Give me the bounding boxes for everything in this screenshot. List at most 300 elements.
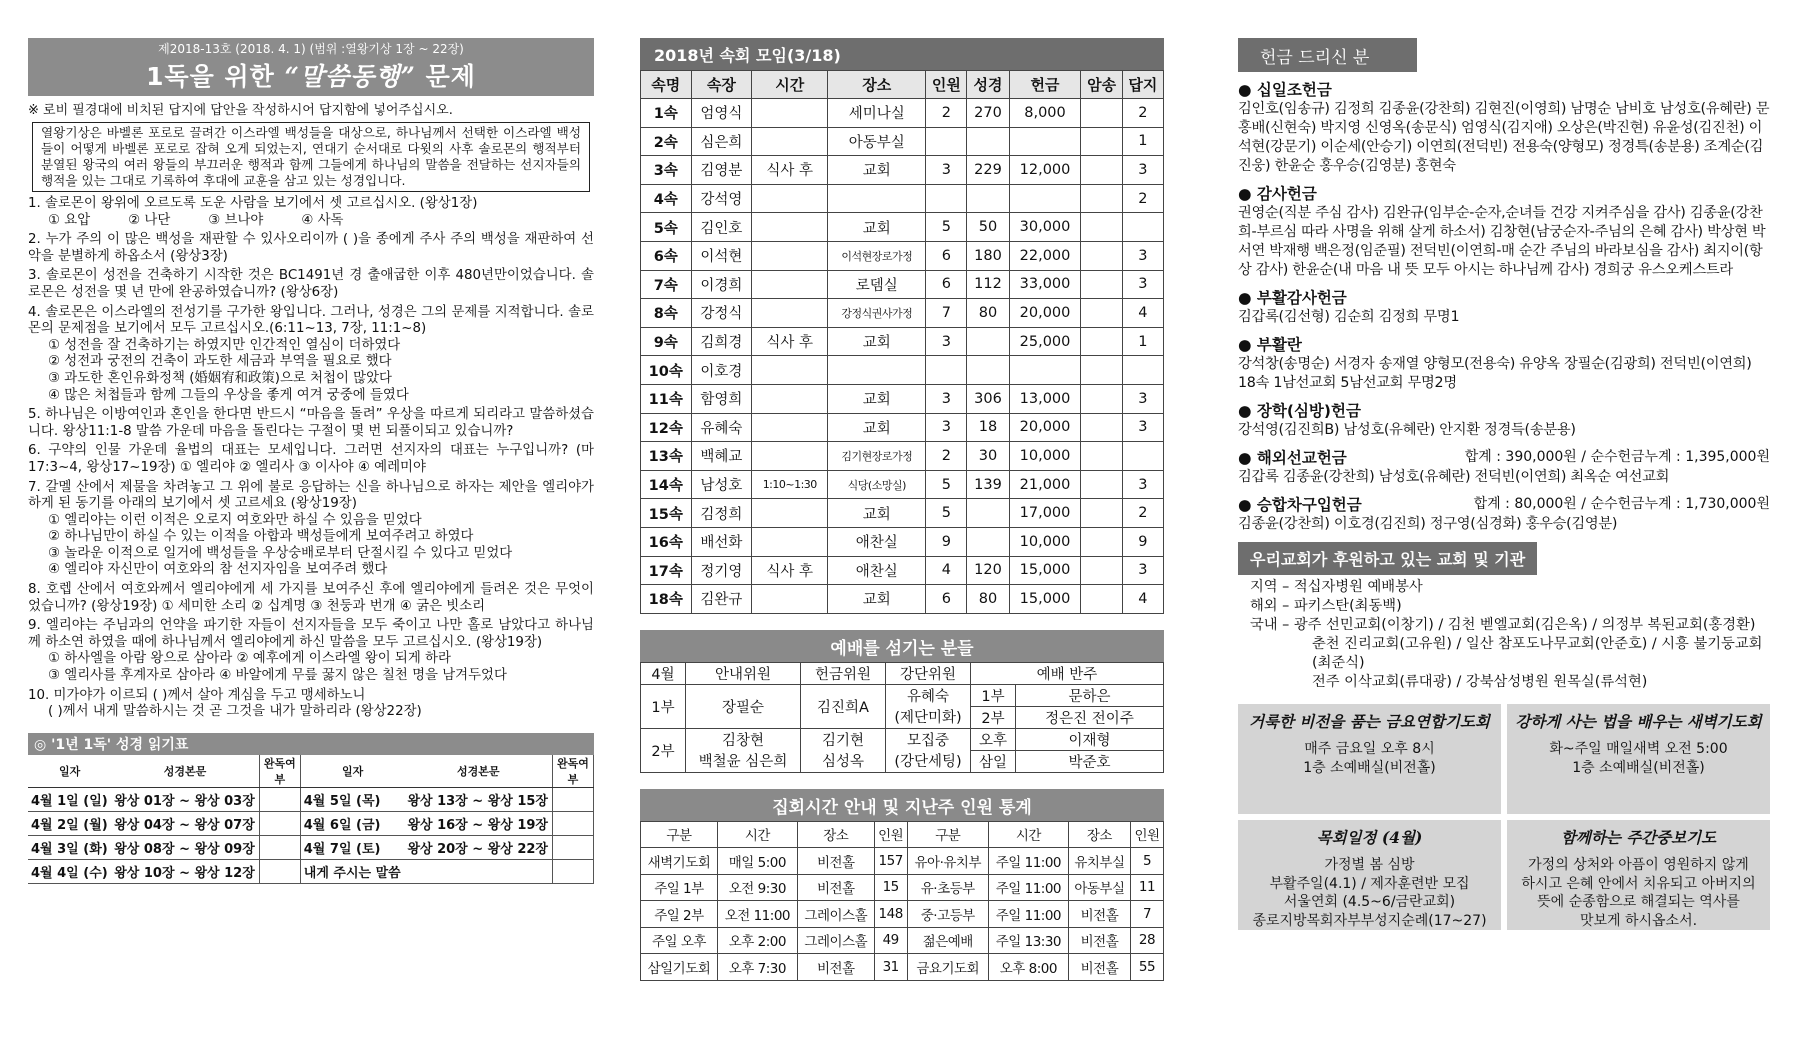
reading-cell	[553, 859, 594, 883]
meeting-cell	[1081, 356, 1122, 385]
meeting-cell	[752, 442, 828, 471]
meeting-row	[641, 241, 1164, 270]
meeting-cell	[1081, 99, 1122, 128]
meeting-cell: 22,000	[1009, 241, 1081, 270]
meeting-cell: 3	[926, 413, 967, 442]
meeting-cell	[1081, 327, 1122, 356]
stat-cell: 31	[874, 954, 907, 981]
meeting-cell: 강정식권사가정	[828, 299, 926, 328]
stat-cell: 11	[1131, 874, 1164, 901]
notice-box	[1507, 704, 1770, 814]
meeting-cell: 5	[926, 499, 967, 528]
meeting-cell: 18	[967, 413, 1009, 442]
offering-group	[1238, 182, 1770, 280]
stat-header: 구분	[641, 821, 718, 848]
reading-cell	[404, 859, 552, 883]
stat-cell: 7	[1131, 901, 1164, 928]
meeting-cell: 50	[967, 213, 1009, 242]
stat-cell: 비전홀	[797, 954, 874, 981]
quiz-question	[28, 480, 594, 580]
meeting-cell	[1009, 184, 1081, 213]
stat-cell: 157	[874, 848, 907, 875]
answer-option: ( )께서 내게 말씀하시는 것 곧 그것을 내가 말하리라 (왕상22장)	[48, 704, 422, 720]
choir-label: 삼일	[971, 750, 1016, 772]
meeting-cell: 함영희	[691, 384, 752, 413]
meeting-cell: 식사 후	[752, 327, 828, 356]
notice-box	[1238, 820, 1501, 930]
meeting-cell: 17속	[641, 556, 692, 585]
question-text: 2. 누가 주의 이 많은 백성을 재판할 수 있사오리이까 ( )을 종에게 주사 주의 백성을 재판하여 선악을 분별하게 하옵소서 (왕상3장)	[28, 232, 594, 264]
meeting-cell	[1081, 527, 1122, 556]
stat-header: 시간	[717, 821, 797, 848]
reading-cell: 왕상 08장 ~ 왕상 09장	[111, 835, 259, 859]
offering-heading	[1238, 286, 1770, 308]
svc-header-altar: 강단위원	[886, 662, 971, 684]
notice-box-line: 가정별 봄 심방	[1324, 857, 1415, 873]
meeting-title: 2018년 속회 모임(3/18)	[640, 38, 1164, 70]
meeting-header: 성경	[967, 71, 1009, 99]
meeting-cell: 25,000	[1009, 327, 1081, 356]
offering-group	[1238, 446, 1770, 487]
stat-cell: 중·고등부	[907, 901, 988, 928]
stat-cell: 비전홀	[1068, 901, 1130, 928]
notice-box	[1238, 704, 1501, 814]
quiz-question	[28, 407, 594, 440]
meeting-cell: 229	[967, 156, 1009, 185]
stat-cell: 비전홀	[797, 848, 874, 875]
meeting-cell	[1009, 127, 1081, 156]
meeting-cell	[1081, 413, 1122, 442]
answer-notice: ※ 로비 필경대에 비치된 답지에 답안을 작성하시어 답지함에 넣어주십시오.	[28, 103, 453, 118]
support-line: 해외 – 파키스탄(최동백)	[1250, 598, 1402, 614]
meeting-cell	[1081, 585, 1122, 614]
notice-boxes	[1238, 704, 1770, 930]
choir-name: 문하은	[1016, 684, 1164, 706]
reading-cell: 왕상 01장 ~ 왕상 03장	[111, 787, 259, 811]
offering-heading	[1238, 182, 1770, 204]
notice-box-title: 거룩한 비전을 품는 금요연합기도회	[1249, 712, 1490, 731]
svc-row-1-label: 1부	[641, 684, 686, 728]
meeting-cell: 20,000	[1009, 413, 1081, 442]
stat-cell: 삼일기도회	[641, 954, 718, 981]
meeting-cell: 3	[926, 384, 967, 413]
stat-header: 인원	[1131, 821, 1164, 848]
reading-plan-table	[28, 755, 594, 884]
quiz-question	[28, 232, 594, 265]
meeting-cell	[967, 184, 1009, 213]
meeting-cell: 30,000	[1009, 213, 1081, 242]
meeting-cell	[752, 413, 828, 442]
stat-cell: 주일 11:00	[988, 848, 1068, 875]
reading-cell	[259, 787, 300, 811]
meeting-cell: 15,000	[1009, 556, 1081, 585]
reading-cell	[259, 835, 300, 859]
meeting-cell: 식사 후	[752, 156, 828, 185]
meeting-cell: 1	[1122, 127, 1163, 156]
meeting-cell: 4속	[641, 184, 692, 213]
offering-list	[1238, 78, 1770, 534]
meeting-header: 시간	[752, 71, 828, 99]
offering-donors: 김갑록 김종윤(강찬희) 남성호(유혜란) 전덕빈(이연희) 최옥순 여선교회	[1238, 469, 1670, 485]
meeting-cell: 김기현장로가정	[828, 442, 926, 471]
answer-option: ④ 많은 처첩들과 함께 그들의 우상을 좋게 여겨 궁중에 들였다	[48, 387, 409, 403]
reading-cell	[553, 835, 594, 859]
meeting-cell: 30	[967, 442, 1009, 471]
meeting-cell: 김정희	[691, 499, 752, 528]
answer-option: ② 나단	[128, 212, 171, 228]
meeting-cell	[752, 270, 828, 299]
meeting-cell	[967, 499, 1009, 528]
meeting-cell: 백혜교	[691, 442, 752, 471]
question-text: 6. 구약의 인물 가운데 율법의 대표는 모세입니다. 그러면 선지자의 대표는 누구입니까? (마17:3~4, 왕상17~19장) ① 엘리야 ② 엘리사 ③ 이사야 ④ 예레미야	[28, 443, 594, 475]
stat-cell: 새벽기도회	[641, 848, 718, 875]
reading-cell: 왕상 10장 ~ 왕상 12장	[111, 859, 259, 883]
meeting-cell: 식당(소망실)	[828, 470, 926, 499]
meeting-cell: 3	[1122, 270, 1163, 299]
stat-cell: 아동부실	[1068, 874, 1130, 901]
reading-cell: 왕상 16장 ~ 왕상 19장	[404, 811, 552, 835]
notice-box-title: 함께하는 주간중보기도	[1560, 828, 1717, 847]
meeting-cell	[752, 585, 828, 614]
meeting-cell: 세미나실	[828, 99, 926, 128]
meeting-cell	[967, 127, 1009, 156]
meeting-cell: 9	[926, 527, 967, 556]
attendance-table	[640, 821, 1164, 981]
stat-header: 장소	[1068, 821, 1130, 848]
stat-row	[641, 901, 1164, 928]
bullet-icon: ●	[1238, 81, 1257, 99]
meeting-cell: 교회	[828, 156, 926, 185]
offering-donors: 김종윤(강찬희) 이호경(김진희) 정구영(심경화) 홍우승(김영분)	[1238, 516, 1618, 532]
meeting-cell: 배선화	[691, 527, 752, 556]
meeting-cell	[828, 356, 926, 385]
meeting-cell: 7속	[641, 270, 692, 299]
notice-box-line: 매주 금요일 오후 8시	[1304, 741, 1435, 757]
meeting-row	[641, 327, 1164, 356]
support-title: 우리교회가 후원하고 있는 교회 및 기관	[1238, 542, 1537, 575]
stat-header: 인원	[874, 821, 907, 848]
meeting-cell	[1081, 442, 1122, 471]
stat-cell: 주일 11:00	[988, 901, 1068, 928]
reading-cell: 4월 4일 (수)	[28, 859, 111, 883]
meeting-cell: 로뎀실	[828, 270, 926, 299]
reading-cell: 4월 3일 (화)	[28, 835, 111, 859]
quiz-question	[28, 443, 594, 476]
offering-heading	[1238, 333, 1770, 355]
stat-cell: 148	[874, 901, 907, 928]
svc-row-2-guide: 김창현 백철윤 심은희	[686, 728, 801, 772]
answer-option: ① 하사엘을 아람 왕으로 삼아라 ② 예후에게 이스라엘 왕이 되게 하라	[48, 651, 451, 667]
stat-row	[641, 874, 1164, 901]
meeting-cell: 교회	[828, 413, 926, 442]
question-text: 10. 미가야가 이르되 ( )께서 살아 계심을 두고 맹세하노니	[28, 687, 366, 703]
meeting-cell: 교회	[828, 499, 926, 528]
offering-donors: 권영순(직분 주심 감사) 김완규(임부순-순자,순녀들 건강 지켜주심을 감사) 김종윤(강찬희-부르심 따라 사명을 위해 살게 하소서) 김창현(남궁순자-주님의 은혜 감사) 박상현 박서연 박재행 백은정(임준필) 전덕빈(이연희-매 순간 주님의 바라보심을 감사) 최지이(항상 감사) 한윤순(내 마음 내 뜻 모두 아시는 하나님께 감사) 경희궁 유스오케스트라	[1238, 205, 1766, 278]
question-text: 7. 갈멜 산에서 제물을 차려놓고 그 위에 불로 응답하는 신을 하나님으로 하자는 제안을 엘리야가 하게 된 동기를 아래의 보기에서 셋 고르세요 (왕상19장)	[28, 479, 594, 512]
reading-header: 성경본문	[404, 755, 552, 788]
meeting-cell: 16속	[641, 527, 692, 556]
meeting-cell: 2속	[641, 127, 692, 156]
meeting-row	[641, 585, 1164, 614]
meeting-cell: 3	[1122, 156, 1163, 185]
meeting-row	[641, 384, 1164, 413]
stat-cell: 49	[874, 927, 907, 954]
stat-cell: 유아·유치부	[907, 848, 988, 875]
meeting-header: 헌금	[1009, 71, 1081, 99]
stat-cell: 그레이스홀	[797, 901, 874, 928]
reading-row	[28, 811, 594, 835]
stat-header: 구분	[907, 821, 988, 848]
meeting-header: 장소	[828, 71, 926, 99]
meeting-cell: 4	[1122, 299, 1163, 328]
meeting-cell: 180	[967, 241, 1009, 270]
meeting-cell: 6속	[641, 241, 692, 270]
notice-box-line: 부활주일(4.1) / 제자훈련반 모집	[1269, 875, 1470, 892]
reading-cell: 4월 2일 (월)	[28, 811, 111, 835]
meeting-cell	[828, 184, 926, 213]
choir-label: 오후	[971, 728, 1016, 750]
meeting-row	[641, 127, 1164, 156]
meeting-cell: 6	[926, 585, 967, 614]
meeting-cell	[926, 184, 967, 213]
stat-cell: 28	[1131, 927, 1164, 954]
meeting-row	[641, 299, 1164, 328]
notice-box-line: 1층 소예배실(비전홀)	[1572, 759, 1705, 776]
stat-cell: 매일 5:00	[717, 848, 797, 875]
meeting-cell: 15속	[641, 499, 692, 528]
meeting-cell: 엄영식	[691, 99, 752, 128]
svc-row-2-label: 2부	[641, 728, 686, 772]
meeting-header: 속명	[641, 71, 692, 99]
meeting-row	[641, 156, 1164, 185]
offering-name: 감사헌금	[1256, 185, 1317, 203]
stat-cell: 오후 8:00	[988, 954, 1068, 981]
meeting-cell	[967, 327, 1009, 356]
reading-cell: 왕상 13장 ~ 왕상 15장	[404, 787, 552, 811]
offering-name: 해외선교헌금	[1256, 449, 1347, 467]
meeting-cell: 이석현장로가정	[828, 241, 926, 270]
meeting-cell: 강정식	[691, 299, 752, 328]
offering-group	[1238, 493, 1770, 534]
meeting-cell	[752, 356, 828, 385]
reading-cell: 내게 주시는 말씀	[300, 859, 404, 883]
reading-cell	[259, 859, 300, 883]
meeting-cell: 1속	[641, 99, 692, 128]
offering-heading	[1238, 78, 1770, 100]
meeting-cell: 139	[967, 470, 1009, 499]
meeting-cell: 9	[1122, 527, 1163, 556]
meeting-cell	[752, 99, 828, 128]
meeting-cell: 21,000	[1009, 470, 1081, 499]
notice-box-line: 화~주일 매일새벽 오전 5:00	[1549, 741, 1728, 757]
offering-group	[1238, 333, 1770, 393]
meeting-cell	[1081, 270, 1122, 299]
meeting-cell: 교회	[828, 384, 926, 413]
question-text: 3. 솔로몬이 성전을 건축하기 시작한 것은 BC1491년 경 출애굽한 이후 480년만이었습니다. 솔로몬은 성전을 몇 년 만에 완공하였습니까? (왕상6장)	[28, 268, 594, 300]
service-table	[640, 662, 1164, 773]
support-line: 전주 이삭교회(류대광) / 강북삼성병원 원목실(류석현)	[1312, 674, 1648, 690]
answer-option: ③ 브나야	[208, 212, 264, 228]
cell-group-column	[640, 38, 1164, 981]
svc-header-accompanist: 예배 반주	[971, 662, 1164, 684]
meeting-cell: 5	[926, 470, 967, 499]
support-line: 지역 – 적십자병원 예배봉사	[1250, 579, 1423, 595]
meeting-cell: 13속	[641, 442, 692, 471]
meeting-cell	[1081, 299, 1122, 328]
meeting-row	[641, 270, 1164, 299]
meeting-cell	[926, 127, 967, 156]
meeting-cell: 6	[926, 270, 967, 299]
notice-box-line: 하시고 은혜 안에서 치유되고 아버지의	[1521, 875, 1756, 892]
meeting-header: 인원	[926, 71, 967, 99]
meeting-cell: 교회	[828, 213, 926, 242]
meeting-cell: 3	[1122, 384, 1163, 413]
offering-heading	[1238, 446, 1770, 468]
bullet-icon: ●	[1238, 185, 1257, 203]
meeting-cell: 17,000	[1009, 499, 1081, 528]
offering-name: 승합차구입헌금	[1256, 496, 1362, 514]
meeting-cell: 3	[926, 156, 967, 185]
notice-box-line: 서울연회 (4.5~6/금란교회)	[1283, 894, 1456, 910]
meeting-cell: 14속	[641, 470, 692, 499]
reading-cell: 4월 6일 (금)	[300, 811, 404, 835]
meeting-cell: 10,000	[1009, 442, 1081, 471]
choir-label: 1부	[971, 684, 1016, 706]
question-list	[28, 196, 594, 721]
meeting-cell: 5속	[641, 213, 692, 242]
offering-total: 합계 : 390,000원 / 순수헌금누계 : 1,395,000원	[1464, 449, 1770, 465]
meeting-cell: 80	[967, 299, 1009, 328]
meeting-cell: 김인호	[691, 213, 752, 242]
reading-header: 성경본문	[111, 755, 259, 788]
offering-name: 부활감사헌금	[1256, 289, 1347, 307]
question-text: 1. 솔로몬이 왕위에 오르도록 도운 사람을 보기에서 셋 고르십시오. (왕상1장)	[28, 196, 478, 211]
meeting-row	[641, 213, 1164, 242]
reading-row	[28, 787, 594, 811]
meeting-cell: 강석영	[691, 184, 752, 213]
meeting-cell: 교회	[828, 327, 926, 356]
meeting-cell: 13,000	[1009, 384, 1081, 413]
meeting-cell	[752, 527, 828, 556]
meeting-row	[641, 470, 1164, 499]
notice-box-title: 목회일정 (4월)	[1316, 828, 1423, 847]
meeting-cell	[1081, 499, 1122, 528]
notice-box-line: 가정의 상처와 아픔이 영원하지 않게	[1528, 857, 1749, 873]
reading-cell: 4월 1일 (일)	[28, 787, 111, 811]
notice-box-title: 강하게 사는 법을 배우는 새벽기도회	[1515, 712, 1762, 731]
meeting-cell: 112	[967, 270, 1009, 299]
offering-title: 헌금 드리신 분	[1238, 38, 1417, 72]
reading-header: 완독여부	[259, 755, 300, 788]
meeting-cell: 2	[1122, 184, 1163, 213]
meeting-cell	[1081, 241, 1122, 270]
offering-donors: 강석영(김진희B) 남성호(유혜란) 안지환 정경득(송분용)	[1238, 422, 1576, 438]
offering-name: 장학(심방)헌금	[1256, 402, 1361, 420]
offering-name: 십일조헌금	[1256, 81, 1332, 99]
reading-cell	[553, 787, 594, 811]
meeting-cell: 20,000	[1009, 299, 1081, 328]
meeting-cell: 15,000	[1009, 585, 1081, 614]
reading-header: 완독여부	[553, 755, 594, 788]
reading-cell: 4월 5일 (목)	[300, 787, 404, 811]
answer-option: ④ 사독	[301, 212, 344, 228]
stat-cell: 55	[1131, 954, 1164, 981]
quiz-column	[28, 38, 594, 884]
support-list	[1238, 578, 1770, 692]
stat-cell: 오전 9:30	[717, 874, 797, 901]
meeting-cell: 이석현	[691, 241, 752, 270]
choir-name: 이재형	[1016, 728, 1164, 750]
meeting-cell	[752, 499, 828, 528]
meeting-cell	[1081, 127, 1122, 156]
quiz-question	[28, 618, 594, 684]
svc-header-month: 4월	[641, 662, 686, 684]
bullet-icon: ●	[1238, 449, 1257, 467]
meeting-table	[640, 70, 1164, 614]
stat-cell: 주일 오후	[641, 927, 718, 954]
choir-name: 정은진 전이주	[1016, 706, 1164, 728]
meeting-cell: 김완규	[691, 585, 752, 614]
quiz-title: 1독을 위한 “말씀동행” 문제	[146, 62, 476, 91]
meeting-cell: 80	[967, 585, 1009, 614]
meeting-row	[641, 184, 1164, 213]
meeting-cell	[752, 213, 828, 242]
meeting-row	[641, 442, 1164, 471]
meeting-cell: 2	[926, 442, 967, 471]
meeting-cell	[1009, 356, 1081, 385]
answer-option: ③ 놀라운 이적으로 일거에 백성들을 우상숭배로부터 단절시킬 수 있다고 믿었다	[48, 545, 513, 561]
meeting-cell: 2	[926, 99, 967, 128]
reading-header: 일자	[28, 755, 111, 788]
reading-cell: 왕상 20장 ~ 왕상 22장	[404, 835, 552, 859]
meeting-cell: 8,000	[1009, 99, 1081, 128]
reading-cell	[259, 811, 300, 835]
meeting-cell: 3	[1122, 556, 1163, 585]
answer-option: ① 성전을 잘 건축하기는 하였지만 인간적인 열심이 더하였다	[48, 337, 401, 353]
stat-cell: 금요기도회	[907, 954, 988, 981]
meeting-cell: 3	[926, 327, 967, 356]
meeting-cell: 김영분	[691, 156, 752, 185]
meeting-cell: 8속	[641, 299, 692, 328]
offering-group	[1238, 399, 1770, 440]
meeting-cell: 식사 후	[752, 556, 828, 585]
meeting-cell: 심은희	[691, 127, 752, 156]
question-text: 8. 호렙 산에서 여호와께서 엘리야에게 세 가지를 보여주신 후에 엘리야에게 들려온 것은 무엇이었습니까? (왕상19장) ① 세미한 소리 ② 십계명 ③ 천둥과 번개 ④ 굵은 빗소리	[28, 582, 594, 614]
reading-row	[28, 859, 594, 883]
book-intro: 열왕기상은 바벨론 포로로 끌려간 이스라엘 백성들을 대상으로, 하나님께서 선택한 이스라엘 백성들이 어떻게 바벨론 포로로 잡혀 오게 되었는지, 연대기 순서대로 다윗의 사후 솔로몬의 행적부터 분열된 왕국의 여러 왕들의 부끄러운 행적과 함께 그들에게 하나님의 말씀을 전달하는 선지자들의 행적을 있는 그대로 기록하여 후대에 교훈을 삼고 있는 성경입니다.	[32, 122, 590, 192]
meeting-row	[641, 99, 1164, 128]
meeting-cell: 교회	[828, 585, 926, 614]
stat-cell: 주일 2부	[641, 901, 718, 928]
stat-cell: 그레이스홀	[797, 927, 874, 954]
meeting-cell	[1081, 470, 1122, 499]
meeting-cell: 18속	[641, 585, 692, 614]
quiz-question	[28, 688, 594, 721]
meeting-cell: 정기영	[691, 556, 752, 585]
meeting-cell: 6	[926, 241, 967, 270]
meeting-cell	[752, 184, 828, 213]
question-text: 9. 엘리야는 주님과의 언약을 파기한 자들이 선지자들을 모두 죽이고 나만 홀로 남았다고 하나님께 하소연 하였을 때에 하나님께서 엘리야에게 하신 말씀을 모두 고르십시오. (왕상19장)	[28, 618, 594, 650]
meeting-cell	[1081, 213, 1122, 242]
meeting-cell: 9속	[641, 327, 692, 356]
meeting-cell: 33,000	[1009, 270, 1081, 299]
meeting-cell: 10속	[641, 356, 692, 385]
offering-group	[1238, 286, 1770, 327]
support-line: 국내 – 광주 선민교회(이창기) / 김천 벧엘교회(김은옥) / 의정부 복된교회(홍경환)	[1250, 617, 1756, 633]
meeting-cell: 3	[1122, 241, 1163, 270]
meeting-row	[641, 527, 1164, 556]
svc-row-2-offering: 김기현 심성옥	[801, 728, 886, 772]
